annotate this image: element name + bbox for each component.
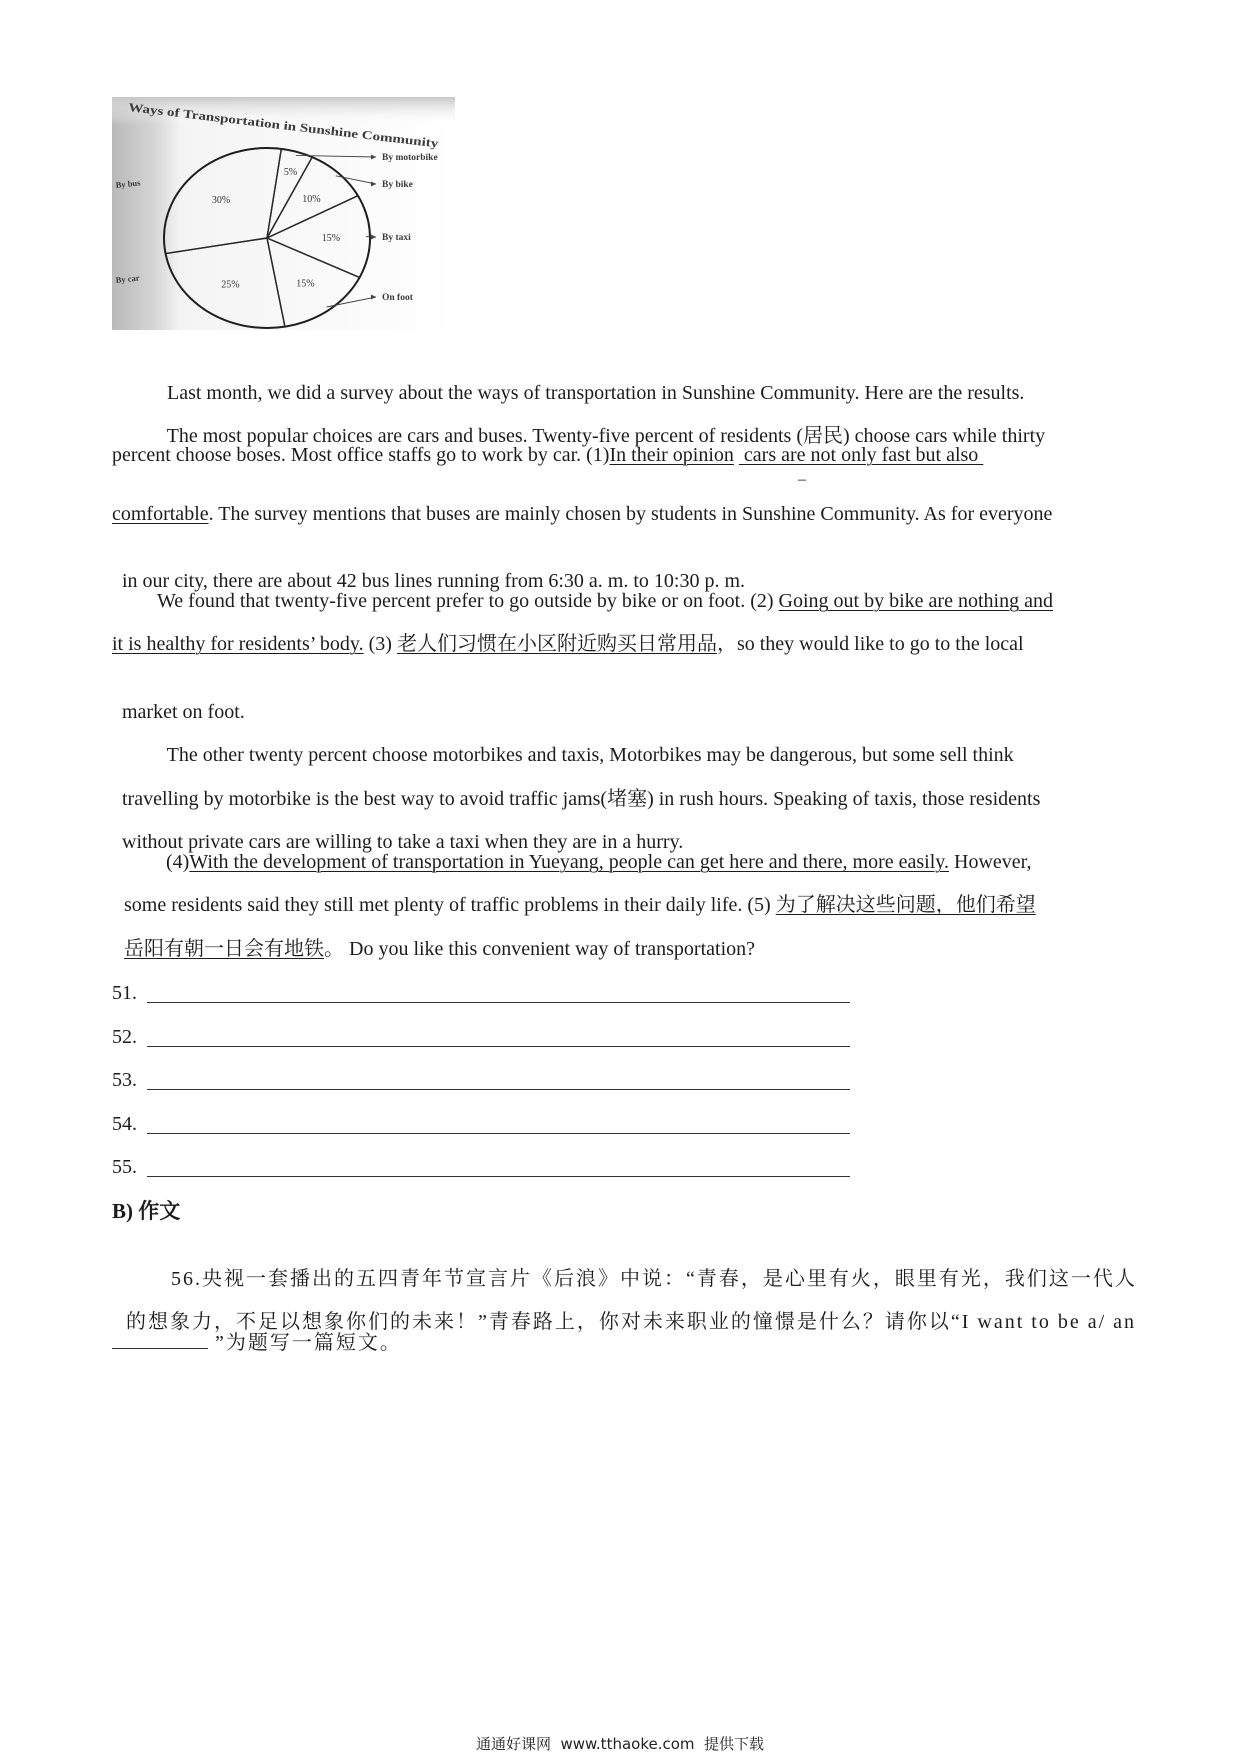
text: ”为题写一篇短文。 — [208, 1332, 402, 1354]
text: ，so they would like to go to the local — [716, 633, 1024, 655]
stray-mark: – — [798, 471, 806, 488]
answer-row-54 — [112, 1112, 852, 1136]
underlined-sentence-1a: In their opinion — [609, 444, 734, 466]
underlined-sentence-3: 老人们习惯在小区附近购买日常用品 — [396, 633, 717, 655]
pie-category-label: By taxi — [382, 233, 411, 243]
text: some residents said they still met plenty of traffic problems in their daily life. (5) — [124, 894, 776, 916]
underlined-sentence-4: With the development of transportation in Yueyang, people can get here and there, more easily. — [189, 851, 949, 873]
pie-category-label: By bus — [115, 177, 141, 190]
pie-percent-label: 30% — [211, 195, 231, 207]
passage-line-10 — [112, 763, 1040, 811]
text: We found that twenty-five percent prefer to go outside by bike or on foot. (2) — [157, 590, 779, 612]
text: percent choose boses. Most office staffs go to work by car. (1) — [112, 444, 610, 466]
pie-chart-photo — [112, 97, 455, 330]
underlined-sentence-2a: Going out by bike are nothing and — [778, 590, 1053, 612]
answer-number: 54. — [112, 1113, 137, 1135]
underlined-sentence-1c: comfortable — [112, 503, 209, 525]
pie-percent-label: 15% — [296, 278, 315, 290]
text: The other twenty percent choose motorbikes and taxis, Motorbikes may be dangerous, but some sell think — [166, 744, 1014, 766]
underlined-sentence-1b: cars are not only fast but also — [738, 444, 984, 466]
passage-line-8 — [112, 676, 245, 724]
underlined-sentence-5a: 为了解决这些问题，他们希望 — [775, 894, 1036, 916]
passage-line-11 — [112, 806, 683, 854]
passage-line-13 — [124, 893, 1036, 917]
answer-number: 55. — [112, 1156, 137, 1178]
text: Last month, we did a survey about the ways of transportation in Sunshine Community. Here are the results. — [167, 382, 1025, 404]
answer-row-53 — [112, 1068, 852, 1092]
writing-prompt-line-3 — [112, 1330, 402, 1355]
text: 的想象力，不足以想象你们的未来！”青春路上，你对未来职业的憧憬是什么？请你以“I want to be a/ an — [126, 1311, 1137, 1333]
answer-blank-line — [147, 1002, 850, 1003]
text: The most popular choices are cars and buses. Twenty-five percent of residents (居民) choose cars while thirty — [166, 425, 1046, 447]
text: market on foot. — [122, 701, 245, 723]
answer-blank-line — [147, 1046, 850, 1047]
passage-line-12 — [166, 850, 1032, 874]
writing-prompt-line-2 — [112, 1286, 1136, 1334]
answer-blank-line — [147, 1089, 850, 1090]
underlined-sentence-5b: 岳阳有朝一日会有地铁 — [124, 938, 324, 960]
text: 。 Do you like this convenient way of transportation? — [324, 938, 756, 960]
passage-line-3 — [112, 443, 983, 467]
answer-number: 53. — [112, 1069, 137, 1091]
passage-line-9 — [157, 719, 1014, 767]
pie-percent-label: 25% — [221, 279, 240, 291]
passage-line-2 — [157, 400, 1045, 448]
text: (4) — [166, 851, 190, 873]
page-footer: 通通好课网 www.tthaoke.com 提供下载 — [475, 1735, 765, 1753]
answer-number: 52. — [112, 1026, 137, 1048]
text: in our city, there are about 42 bus lines running from 6:30 a. m. to 10:30 p. m. — [122, 570, 746, 592]
pie-category-label: On foot — [382, 293, 413, 303]
title-blank — [112, 1330, 208, 1349]
text: travelling by motorbike is the best way to avoid traffic jams(堵塞) in rush hours. Speaking of taxis, those residents — [122, 788, 1041, 810]
underlined-sentence-2b: it is healthy for residents’ body. — [112, 633, 364, 655]
pie-percent-label: 10% — [302, 193, 321, 205]
text: 56.央视一套播出的五四青年节宣言片《后浪》中说：“青春，是心里有火，眼里有光，我们这一代人 — [171, 1268, 1137, 1290]
pie-category-label: By car — [115, 272, 140, 285]
passage-line-7 — [112, 632, 1024, 656]
answer-blank-line — [147, 1176, 850, 1177]
answer-number: 51. — [112, 982, 137, 1004]
pie-percent-label: 15% — [321, 233, 341, 244]
text: (3) — [363, 633, 397, 655]
answer-row-52 — [112, 1025, 852, 1049]
section-heading: B) 作文 — [112, 1199, 181, 1223]
answer-row-55 — [112, 1155, 852, 1179]
answer-row-51 — [112, 981, 852, 1005]
text: without private cars are willing to take a taxi when they are in a hurry. — [122, 831, 684, 853]
pie-percent-label: 5% — [283, 166, 298, 178]
text: However, — [949, 851, 1032, 873]
chart-title: Ways of Transportation in Sunshine Community — [127, 100, 377, 143]
pie-category-label: By motorbike — [382, 153, 438, 163]
text: . The survey mentions that buses are mainly chosen by students in Sunshine Community. As for everyone — [208, 503, 1053, 525]
passage-line-4 — [112, 502, 1052, 526]
answer-blank-line — [147, 1133, 850, 1134]
pie-category-label: By bike — [382, 180, 413, 190]
writing-prompt-line-1 — [157, 1243, 1137, 1291]
passage-line-14 — [124, 937, 755, 961]
passage-line-5 — [112, 545, 745, 593]
passage-line-1 — [157, 357, 1024, 405]
passage-line-6 — [157, 589, 1053, 613]
